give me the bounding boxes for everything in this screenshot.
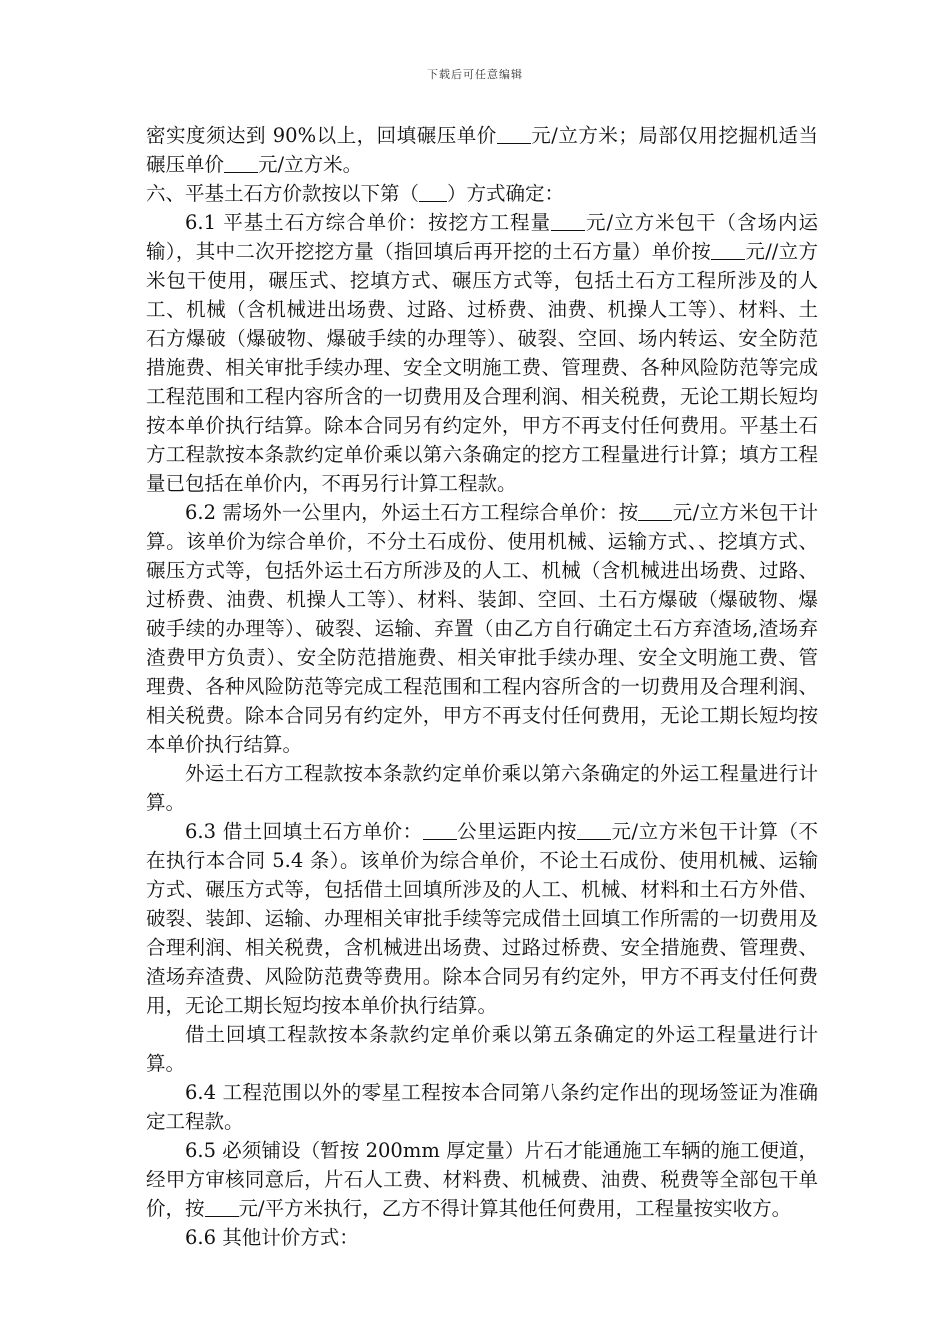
clause-6-5: 6.5 必须铺设（暂按 200mm 厚定量）片石才能通施工车辆的施工便道，经甲方审核同意后，片石人工费、材料费、机械费、油费、税费等全部包干单价，按 元/平方米执行，乙方不得计算其他任何费用，工程量按实收方。 [146, 1139, 818, 1220]
clause-6-4: 6.4 工程范围以外的零星工程按本合同第八条约定作出的现场签证为准确定工程款。 [146, 1081, 818, 1133]
blank-field [419, 182, 447, 203]
blank-field [711, 240, 745, 261]
clause-6-2: 6.2 需场外一公里内，外运土石方工程综合单价：按 元/立方米包干计算。该单价为综合单价，不分土石成份、使用机械、运输方式、、挖填方式、碾压方式等，包括外运土石方所涉及的人工、机械（含机械进出场费、过路、过桥费、油费、机操人工等）、材料、装卸、空回、土石方爆破（爆破物、爆破手续的办理等）、破裂、运输、弃置（由乙方自行确定土石方弃渣场,渣场弃渣费甲方负责）、安全防范措施费、相关审批手续办理、安全文明施工费、管理费、各种风险防范等完成工程范围和工程内容所含的一切费用及合理利润、相关税费。除本合同另有约定外，甲方不再支付任何费用，无论工期长短均按本单价执行结算。 [146, 501, 818, 756]
clause-6-2-payment: 外运土石方工程款按本条款约定单价乘以第六条确定的外运工程量进行计算。 [146, 762, 818, 814]
blank-field [551, 211, 585, 232]
page-header-note: 下载后可任意编辑 [427, 68, 523, 81]
clause-6-3-payment: 借土回填工程款按本条款约定单价乘以第五条确定的外运工程量进行计算。 [146, 1023, 818, 1075]
contract-body [146, 121, 818, 1252]
clause-6-1: 6.1 平基土石方综合单价：按挖方工程量 元/立方米包干（含场内运输），其中二次开挖挖方量（指回填后再开挖的土石方量）单价按 元//立方米包干使用，碾压式、挖填方式、碾压方式等，包括土石方工程所涉及的人工、机械（含机械进出场费、过路、过桥费、油费、机操人工等）、材料、土石方爆破（爆破物、爆破手续的办理等）、破裂、空回、场内转运、安全防范措施费、相关审批手续办理、安全文明施工费、管理费、各种风险防范等完成工程范围和工程内容所含的一切费用及合理利润、相关税费，无论工期长短均按本单价执行结算。除本合同另有约定外，甲方不再支付任何费用。平基土石方工程款按本条款约定单价乘以第六条确定的挖方工程量进行计算；填方工程量已包括在单价内，不再另行计算工程款。 [146, 211, 818, 495]
blank-field [224, 153, 258, 174]
section-heading-6: 六、平基土石方价款按以下第（ ）方式确定： [146, 182, 565, 205]
blank-field [205, 1197, 239, 1218]
blank-field [638, 501, 672, 522]
blank-field [423, 820, 457, 841]
blank-field [497, 124, 531, 145]
clause-6-6: 6.6 其他计价方式： [185, 1226, 359, 1249]
blank-field [577, 820, 611, 841]
paragraph-compaction-price: 密实度须达到 90%以上，回填碾压单价 元/立方米；局部仅用挖掘机适当碾压单价 元/立方米。 [146, 124, 818, 176]
clause-6-3: 6.3 借土回填土石方单价： 公里运距内按 元/立方米包干计算（不在执行本合同 5.4 条）。该单价为综合单价，不论土石成份、使用机械、运输方式、碾压方式等，包括借土回填所涉及的人工、机械、材料和土石方外借、破裂、装卸、运输、办理相关审批手续等完成借土回填工作所需的一切费用及合理利润、相关税费，含机械进出场费、过路过桥费、安全措施费、管理费、渣场弃渣费、风险防范费等费用。除本合同另有约定外，甲方不再支付任何费用，无论工期长短均按本单价执行结算。 [146, 820, 818, 1017]
